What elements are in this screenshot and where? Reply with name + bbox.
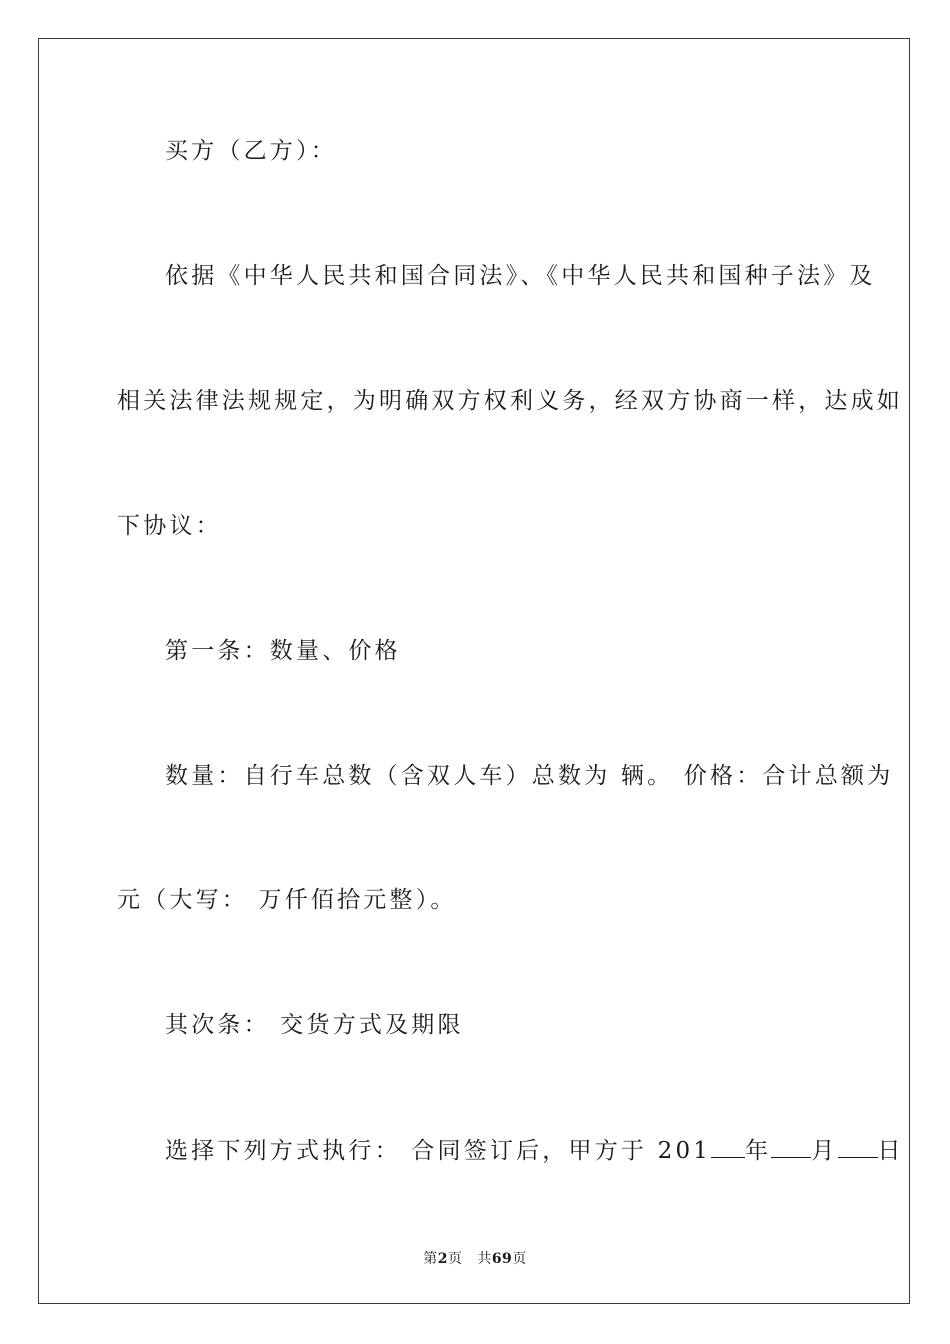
total-suffix: 页: [512, 1251, 527, 1267]
delivery-terms-text: 选择下列方式执行： 合同签订后，甲方于 201: [165, 1138, 712, 1164]
paragraph-basis-line-2: 相关法律法规规定，为明确双方权利义务，经双方协商一样，达成如: [117, 388, 903, 414]
total-prefix: 共: [477, 1251, 492, 1267]
day-label: 日: [877, 1138, 904, 1164]
article-one-heading: 第一条：数量、价格: [165, 638, 401, 664]
total-pages: 69: [491, 1251, 513, 1267]
buyer-party-line: 买方（乙方）：: [165, 138, 337, 164]
page-number: 2: [437, 1251, 448, 1267]
article-two-heading: 其次条： 交货方式及期限: [165, 1012, 464, 1038]
page-prefix: 第: [423, 1251, 438, 1267]
page-footer: [0, 1248, 950, 1268]
month-label: 月: [811, 1138, 838, 1164]
month-blank: [771, 1135, 811, 1158]
year-blank: [711, 1135, 745, 1158]
page-border: [38, 38, 910, 1304]
paragraph-basis-line-3: 下协议：: [117, 513, 222, 539]
quantity-price-line-2: 元（大写： 万仟佰拾元整）。: [117, 887, 457, 913]
year-label: 年: [745, 1138, 772, 1164]
quantity-price-line-1: 数量：自行车总数（含双人车）总数为 辆。 价格：合计总额为: [165, 763, 894, 789]
paragraph-basis-line-1: 依据《中华人民共和国合同法》、《中华人民共和国种子法》及: [165, 263, 876, 289]
page-suffix: 页: [447, 1251, 463, 1267]
day-blank: [838, 1135, 878, 1158]
delivery-terms-line: [165, 1135, 904, 1166]
